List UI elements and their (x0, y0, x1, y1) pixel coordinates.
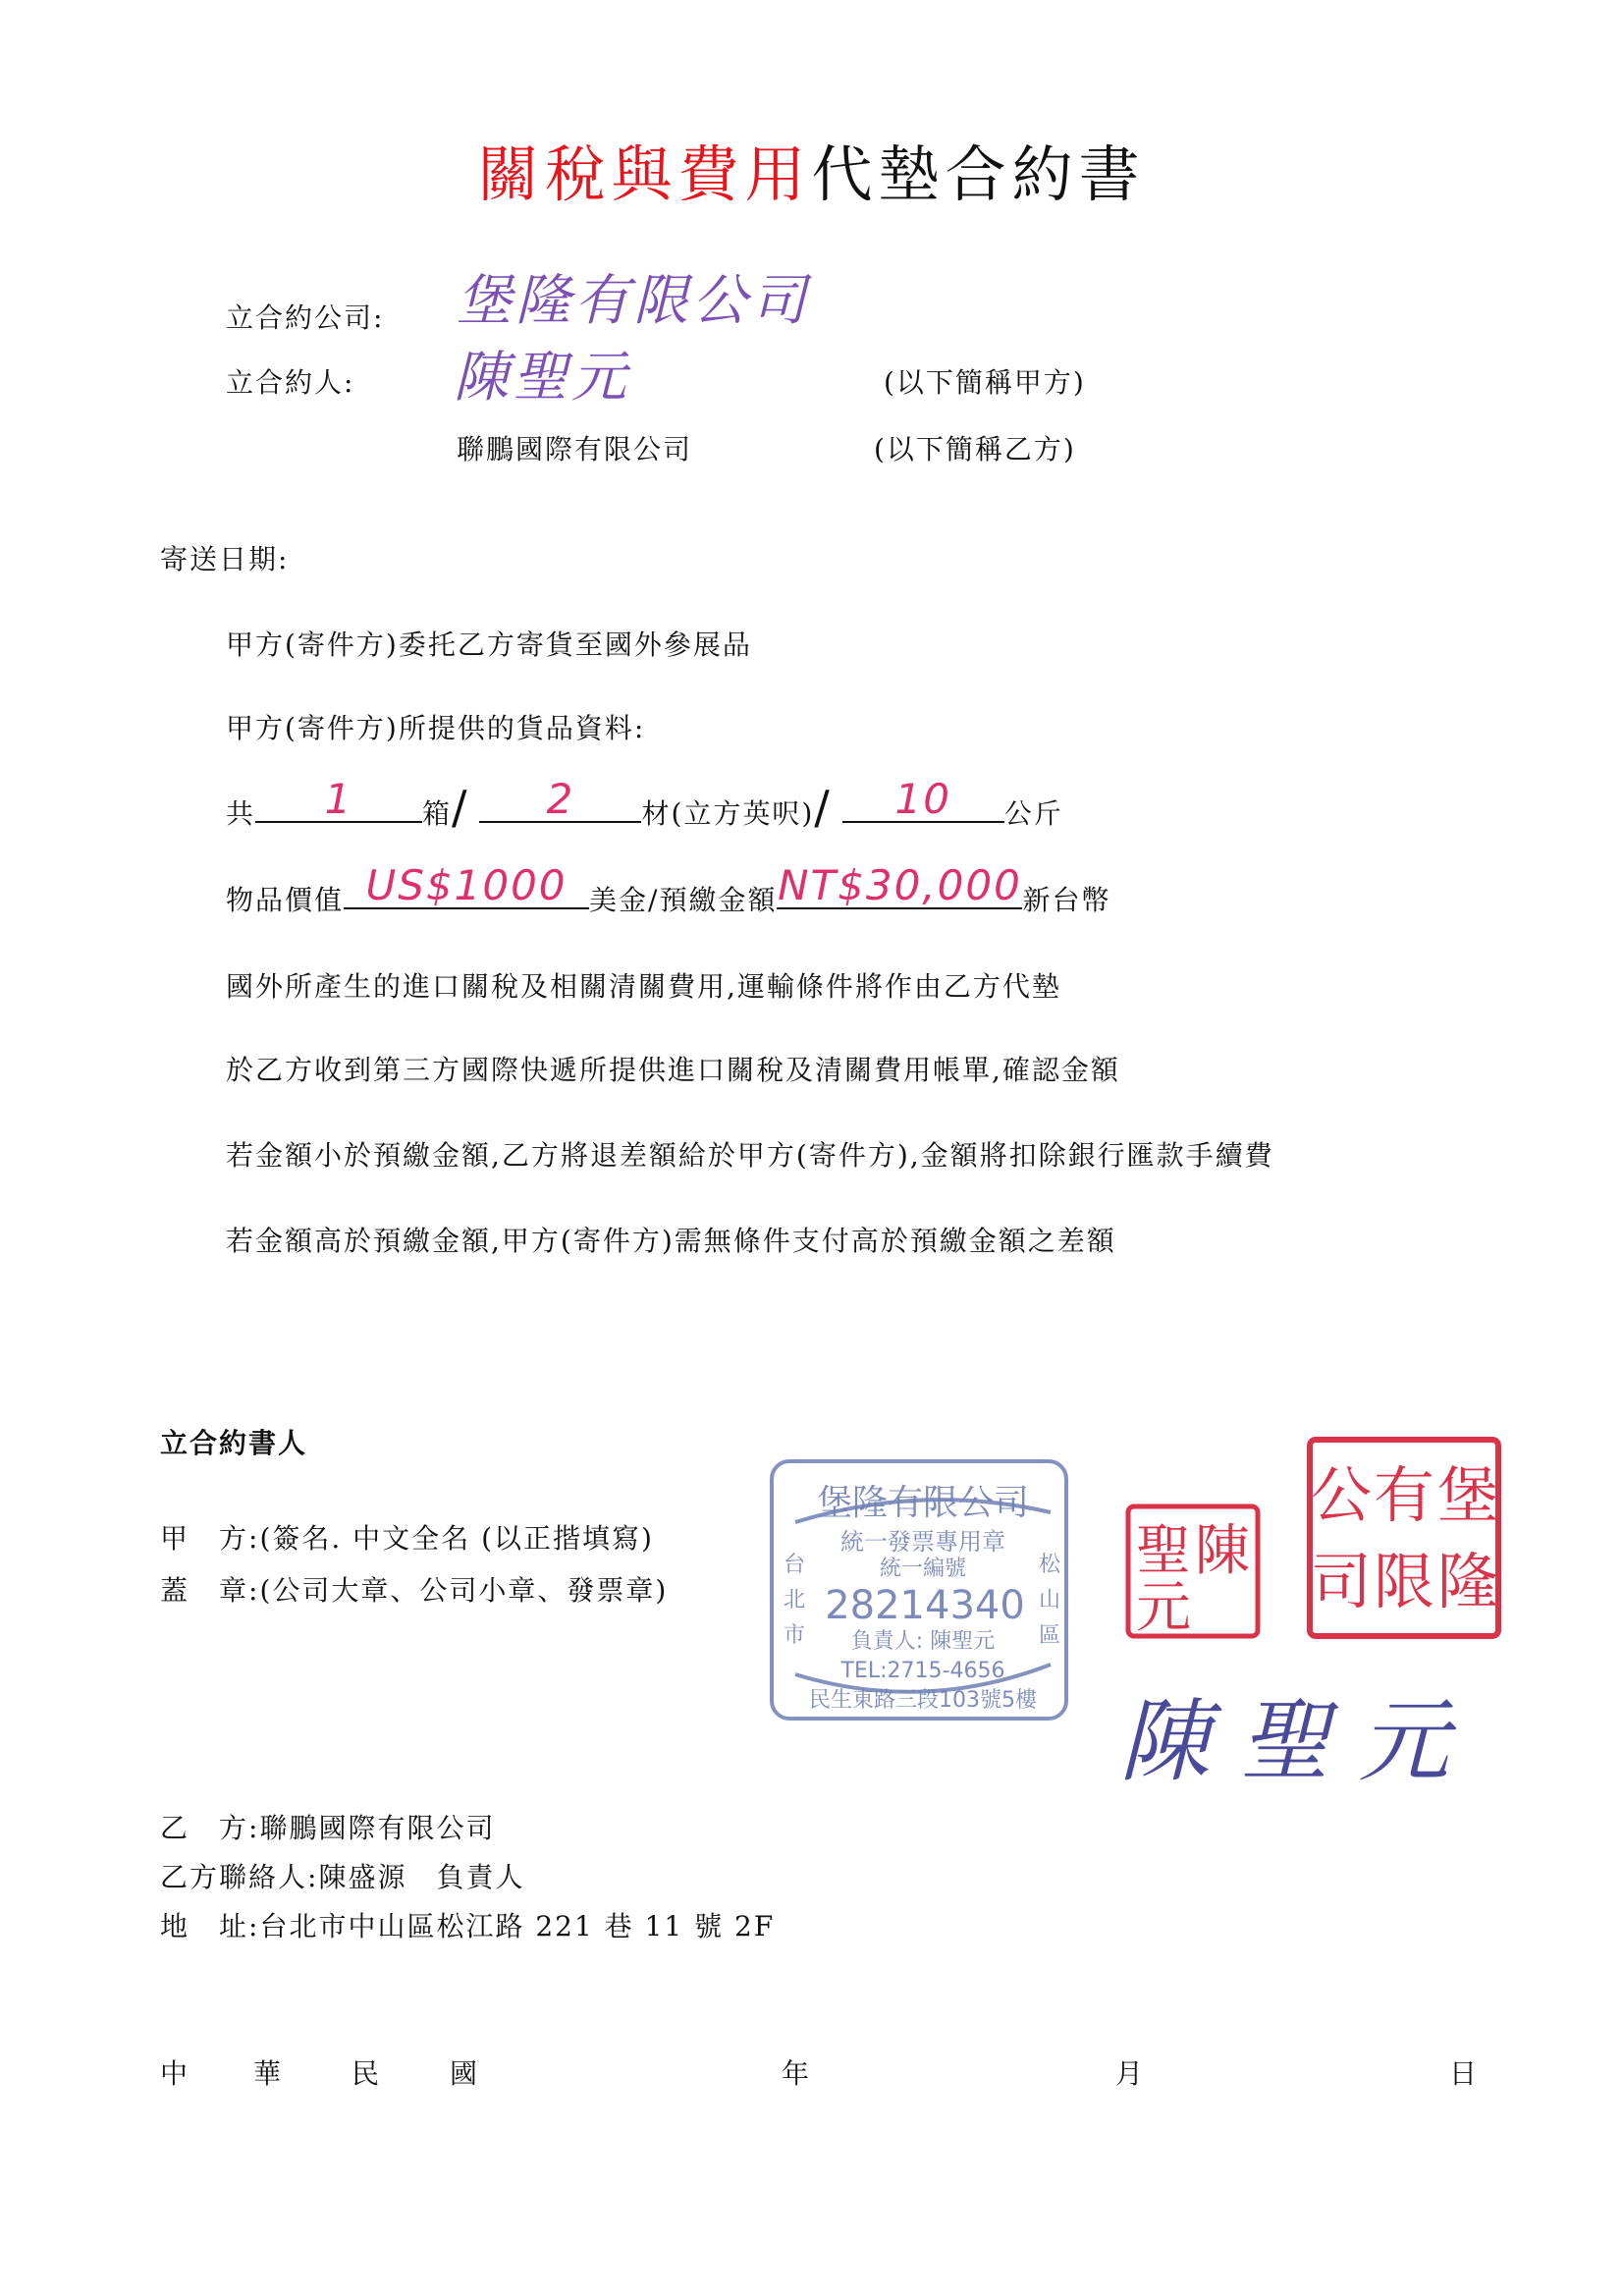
party-b-value: 聯鵬國際有限公司 (259, 1812, 496, 1844)
small-seal-char-1: 陳 (1195, 1519, 1250, 1583)
stamp-address: 民生東路三段103號5樓 (809, 1688, 1037, 1713)
goods-value: US$1000 (365, 861, 568, 909)
boxes-unit: 箱 (422, 797, 453, 830)
date-month: 月 (1115, 2057, 1146, 2090)
prepaid-value: NT$30,000 (778, 861, 1022, 909)
personal-seal-small (1124, 1503, 1262, 1640)
address-label: 地 址: (160, 1910, 260, 1942)
small-seal-char-3: 元 (1136, 1576, 1191, 1640)
stamp-number: 28214340 (825, 1583, 1025, 1628)
body-line-4: 於乙方收到第三方國際快遞所提供進口關稅及清關費用帳單,確認金額 (226, 1054, 1120, 1086)
body-line-1: 甲方(寄件方)委托乙方寄貨至國外參展品 (226, 629, 752, 661)
kg-value: 10 (894, 775, 951, 823)
party-b-contact-label: 乙方聯絡人: (160, 1861, 319, 1893)
company-handwritten: 堡隆有限公司 (457, 269, 810, 333)
qty-slash-2: / (814, 781, 832, 834)
big-seal-char-4: 限 (1373, 1546, 1435, 1617)
stamp-left-b: 北 (784, 1588, 806, 1613)
qty-prefix: 共 (226, 797, 256, 830)
boxes-value: 1 (324, 775, 353, 823)
send-date-label: 寄送日期: (160, 543, 290, 575)
title-black-part: 代墊合約書 (811, 138, 1146, 210)
party-b-contact-row (160, 1856, 524, 1895)
party-b-note: (以下簡稱乙方) (874, 433, 1076, 465)
big-seal-char-3: 有 (1373, 1459, 1435, 1531)
stamp-right-a: 松 (1039, 1553, 1061, 1577)
value-label: 物品價值 (226, 884, 345, 916)
kg-unit: 公斤 (1003, 797, 1063, 830)
date-char-4: 國 (450, 2057, 480, 2090)
address-value: 台北市中山區松江路 221 巷 11 號 2F (259, 1910, 776, 1942)
date-day: 日 (1449, 2057, 1480, 2090)
date-char-2: 華 (253, 2057, 284, 2090)
party-a-sign-note: (簽名. 中文全名 (以正揩填寫) (259, 1522, 654, 1555)
kg-field (842, 775, 1004, 823)
body-line-3: 國外所產生的進口關稅及相關清關費用,運輸條件將作由乙方代墊 (226, 970, 1061, 1003)
prepaid-field (777, 861, 1022, 909)
cai-field (479, 775, 641, 823)
address-row (160, 1905, 775, 1944)
goods-value-field (344, 861, 589, 909)
company-seal-large (1306, 1436, 1502, 1640)
document-title (0, 126, 1623, 213)
party-b-row (160, 1807, 495, 1846)
body-line-2: 甲方(寄件方)所提供的貨品資料: (226, 712, 646, 744)
value-mid: 美金/預繳金額 (589, 884, 778, 916)
cai-value: 2 (546, 775, 575, 823)
party-a-sign-row (160, 1517, 654, 1557)
big-seal-char-5: 公 (1310, 1459, 1373, 1531)
stamp-line2: 統一編號 (879, 1557, 967, 1581)
seal-label: 蓋 章: (160, 1574, 260, 1607)
stamp-line1: 統一發票專用章 (840, 1528, 1005, 1556)
stamp-right-b: 山 (1039, 1588, 1061, 1613)
seal-note: (公司大章、公司小章、發票章) (259, 1574, 669, 1607)
body-line-5: 若金額小於預繳金額,乙方將退差額給於甲方(寄件方),金額將扣除銀行匯款手續費 (226, 1139, 1274, 1172)
big-seal-char-1: 堡 (1436, 1459, 1499, 1531)
seal-row (160, 1569, 668, 1609)
body-line-6: 若金額高於預繳金額,甲方(寄件方)需無條件支付高於預繳金額之差額 (226, 1225, 1116, 1257)
stamp-owner: 負責人: 陳聖元 (850, 1629, 996, 1654)
date-year: 年 (782, 2057, 812, 2090)
invoice-stamp (766, 1453, 1080, 1728)
person-label: 立合約人: (226, 366, 355, 399)
big-seal-char-2: 隆 (1436, 1546, 1499, 1617)
date-char-1: 中 (160, 2057, 190, 2090)
small-seal-char-2: 聖 (1136, 1519, 1191, 1583)
stamp-tel: TEL:2715-4656 (840, 1659, 1005, 1683)
company-label: 立合約公司: (226, 301, 385, 334)
title-red-part: 關稅與費用 (477, 138, 812, 210)
signers-heading: 立合約書人 (160, 1427, 308, 1459)
cai-unit: 材(立方英呎) (641, 797, 815, 830)
value-row (226, 861, 1111, 918)
person-handwritten: 陳聖元 (454, 346, 630, 410)
stamp-left-c: 市 (784, 1623, 806, 1648)
stamp-left-a: 台 (784, 1553, 806, 1577)
stamp-company: 堡隆有限公司 (816, 1483, 1030, 1523)
party-b-name: 聯鵬國際有限公司 (457, 433, 693, 465)
party-b-label: 乙 方: (160, 1812, 260, 1844)
handwritten-signature: 陳聖元 (1119, 1689, 1480, 1794)
boxes-field (255, 775, 422, 823)
party-b-contact-value: 陳盛源 負責人 (318, 1861, 525, 1893)
date-char-3: 民 (352, 2057, 382, 2090)
party-a-label: 甲 方: (160, 1522, 260, 1555)
value-suffix: 新台幣 (1022, 884, 1111, 916)
qty-slash-1: / (452, 781, 469, 834)
party-a-note: (以下簡稱甲方) (884, 366, 1086, 399)
stamp-right-c: 區 (1039, 1623, 1061, 1648)
big-seal-char-6: 司 (1310, 1546, 1373, 1617)
quantity-row (226, 775, 1063, 834)
